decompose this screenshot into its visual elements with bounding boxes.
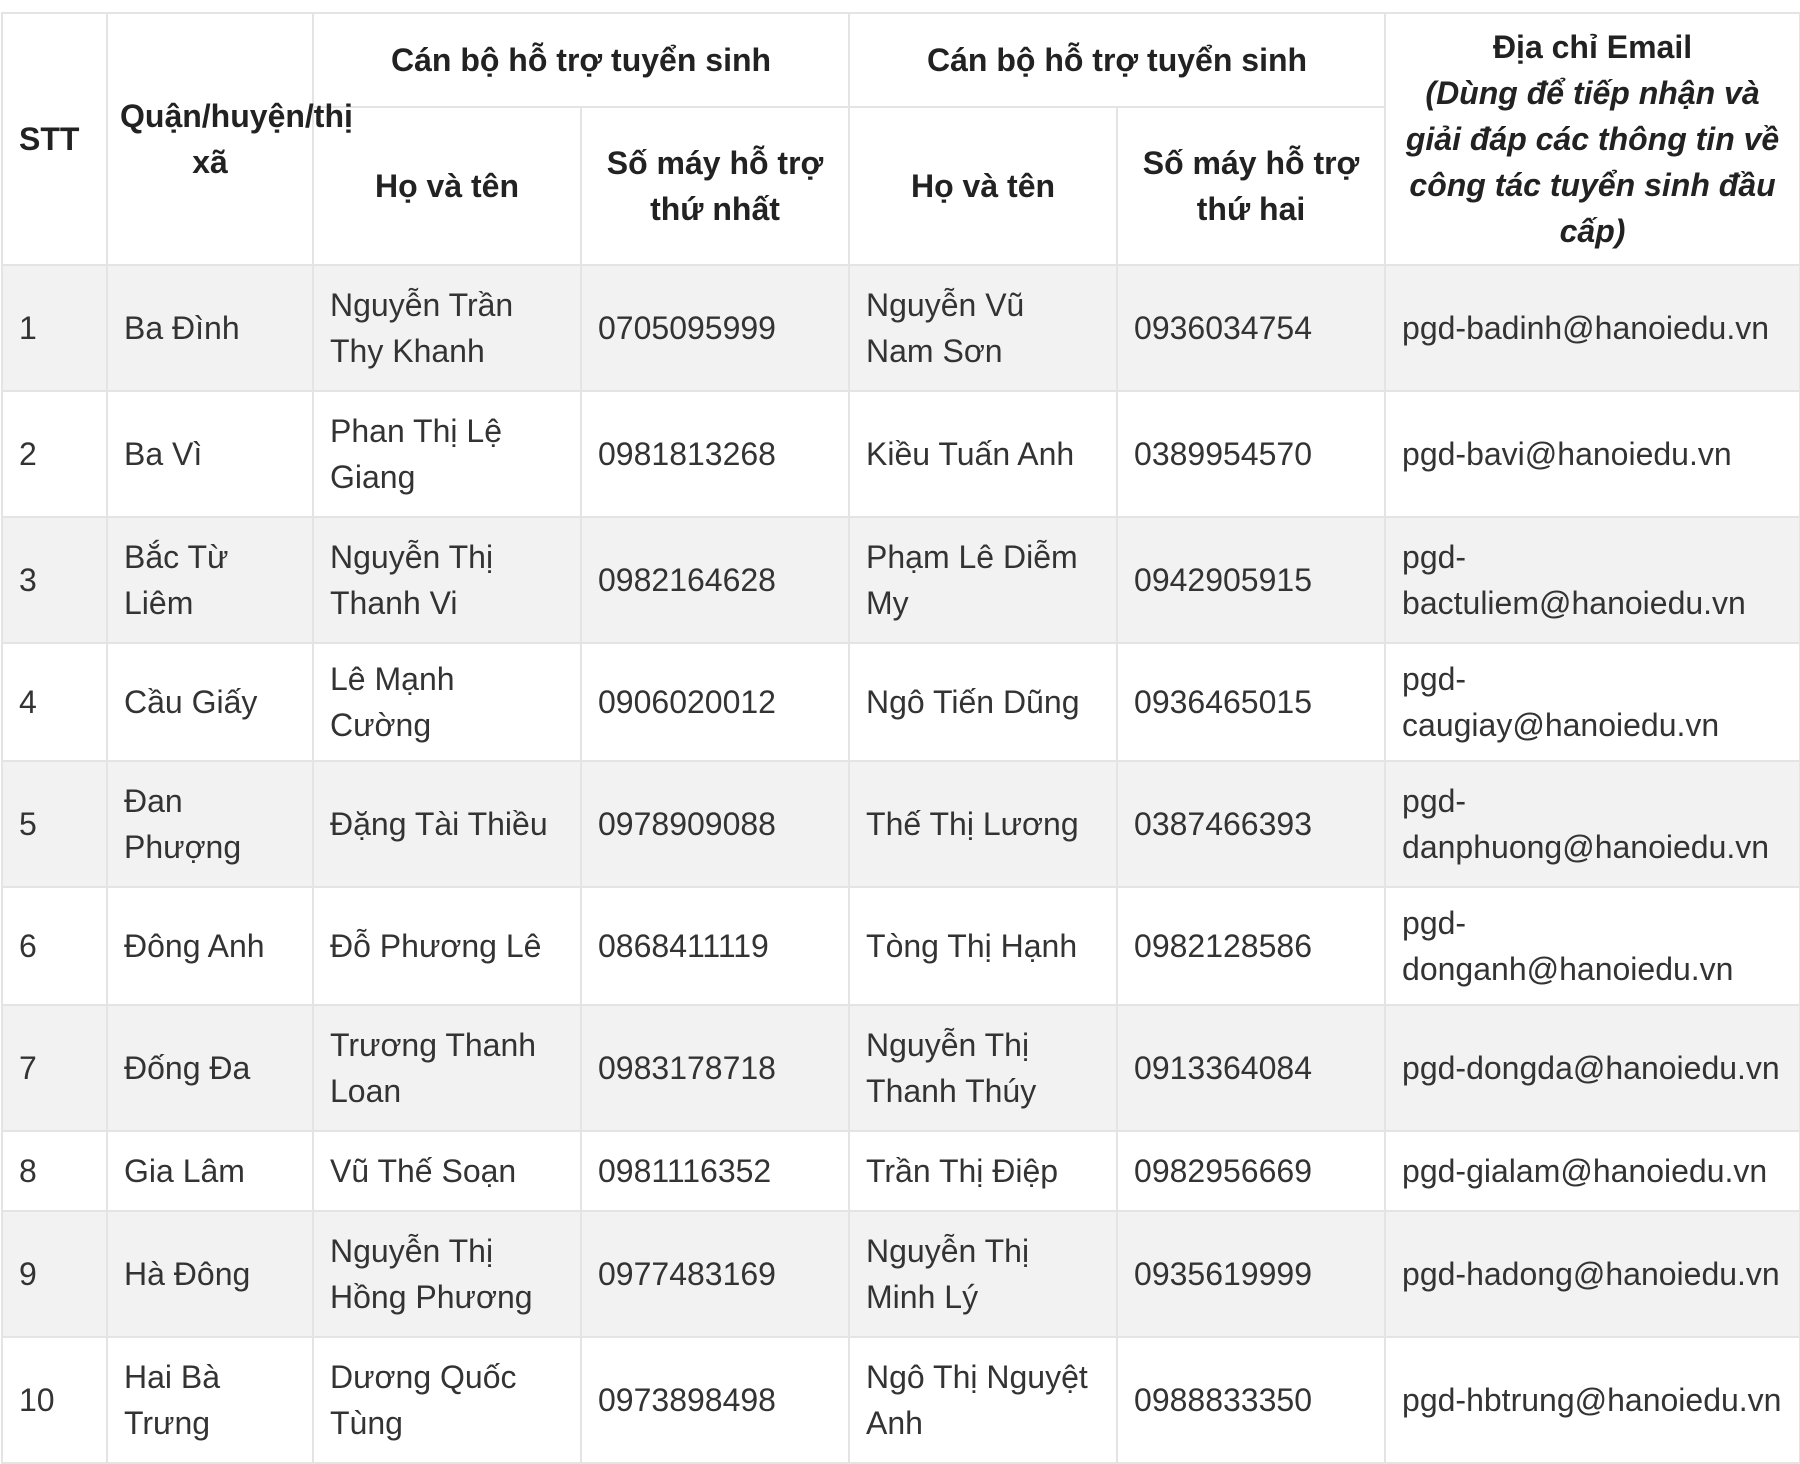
cell-district: Cầu Giấy bbox=[107, 643, 313, 761]
cell-stt: 1 bbox=[2, 265, 107, 391]
cell-phone-first: 0983178718 bbox=[581, 1005, 849, 1131]
table-row bbox=[2, 643, 1800, 761]
header-phone-second: Số máy hỗ trợ thứ hai bbox=[1117, 107, 1385, 265]
header-phone-first: Số máy hỗ trợ thứ nhất bbox=[581, 107, 849, 265]
cell-email: pgd-bactuliem@hanoiedu.vn bbox=[1385, 517, 1800, 643]
cell-email: pgd-hadong@hanoiedu.vn bbox=[1385, 1211, 1800, 1337]
cell-email: pgd-bavi@hanoiedu.vn bbox=[1385, 391, 1800, 517]
table-row bbox=[2, 1005, 1800, 1131]
cell-name-first: Nguyễn Trần Thy Khanh bbox=[313, 265, 581, 391]
cell-stt: 8 bbox=[2, 1131, 107, 1211]
cell-phone-second: 0935619999 bbox=[1117, 1211, 1385, 1337]
cell-phone-first: 0977483169 bbox=[581, 1211, 849, 1337]
cell-name-first: Đặng Tài Thiều bbox=[313, 761, 581, 887]
header-stt: STT bbox=[2, 13, 107, 265]
cell-district: Ba Vì bbox=[107, 391, 313, 517]
cell-name-first: Trương Thanh Loan bbox=[313, 1005, 581, 1131]
cell-name-first: Nguyễn Thị Hồng Phương bbox=[313, 1211, 581, 1337]
cell-stt: 4 bbox=[2, 643, 107, 761]
cell-phone-second: 0942905915 bbox=[1117, 517, 1385, 643]
cell-phone-second: 0389954570 bbox=[1117, 391, 1385, 517]
header-email bbox=[1385, 13, 1800, 265]
cell-email: pgd-hbtrung@hanoiedu.vn bbox=[1385, 1337, 1800, 1463]
cell-name-second: Tòng Thị Hạnh bbox=[849, 887, 1117, 1005]
cell-phone-first: 0906020012 bbox=[581, 643, 849, 761]
cell-phone-first: 0982164628 bbox=[581, 517, 849, 643]
table-row bbox=[2, 1211, 1800, 1337]
table-row bbox=[2, 391, 1800, 517]
table-row bbox=[2, 1131, 1800, 1211]
cell-email: pgd-caugiay@hanoiedu.vn bbox=[1385, 643, 1800, 761]
cell-phone-first: 0978909088 bbox=[581, 761, 849, 887]
cell-district: Bắc Từ Liêm bbox=[107, 517, 313, 643]
table-header bbox=[2, 13, 1800, 265]
cell-district: Đan Phượng bbox=[107, 761, 313, 887]
header-name-first: Họ và tên bbox=[313, 107, 581, 265]
cell-name-second: Trần Thị Điệp bbox=[849, 1131, 1117, 1211]
cell-name-second: Phạm Lê Diễm My bbox=[849, 517, 1117, 643]
cell-email: pgd-gialam@hanoiedu.vn bbox=[1385, 1131, 1800, 1211]
cell-phone-first: 0973898498 bbox=[581, 1337, 849, 1463]
cell-stt: 6 bbox=[2, 887, 107, 1005]
header-district: Quận/huyện/thị xã bbox=[107, 13, 313, 265]
table-container bbox=[1, 12, 1799, 1464]
table-body bbox=[2, 265, 1800, 1463]
header-group-second: Cán bộ hỗ trợ tuyển sinh bbox=[849, 13, 1385, 107]
cell-name-first: Lê Mạnh Cường bbox=[313, 643, 581, 761]
table-row bbox=[2, 887, 1800, 1005]
header-email-title: Địa chỉ Email bbox=[1492, 29, 1693, 65]
cell-email: pgd-dongda@hanoiedu.vn bbox=[1385, 1005, 1800, 1131]
cell-name-first: Nguyễn Thị Thanh Vi bbox=[313, 517, 581, 643]
cell-name-second: Nguyễn Vũ Nam Sơn bbox=[849, 265, 1117, 391]
cell-name-first: Đỗ Phương Lê bbox=[313, 887, 581, 1005]
cell-email: pgd-danphuong@hanoiedu.vn bbox=[1385, 761, 1800, 887]
cell-name-second: Nguyễn Thị Minh Lý bbox=[849, 1211, 1117, 1337]
admission-support-table bbox=[1, 12, 1800, 1464]
table-row bbox=[2, 761, 1800, 887]
cell-phone-second: 0936465015 bbox=[1117, 643, 1385, 761]
table-row bbox=[2, 1337, 1800, 1463]
cell-name-second: Ngô Tiến Dũng bbox=[849, 643, 1117, 761]
cell-name-first: Dương Quốc Tùng bbox=[313, 1337, 581, 1463]
cell-stt: 3 bbox=[2, 517, 107, 643]
cell-phone-first: 0705095999 bbox=[581, 265, 849, 391]
cell-stt: 9 bbox=[2, 1211, 107, 1337]
table-row bbox=[2, 265, 1800, 391]
cell-district: Đống Đa bbox=[107, 1005, 313, 1131]
cell-district: Hai Bà Trưng bbox=[107, 1337, 313, 1463]
cell-name-second: Nguyễn Thị Thanh Thúy bbox=[849, 1005, 1117, 1131]
cell-phone-second: 0387466393 bbox=[1117, 761, 1385, 887]
cell-stt: 10 bbox=[2, 1337, 107, 1463]
cell-name-second: Ngô Thị Nguyệt Anh bbox=[849, 1337, 1117, 1463]
header-email-note: (Dùng để tiếp nhận và giải đáp các thông tin về công tác tuyển sinh đầu cấp) bbox=[1405, 75, 1780, 249]
cell-stt: 5 bbox=[2, 761, 107, 887]
cell-district: Ba Đình bbox=[107, 265, 313, 391]
header-name-second: Họ và tên bbox=[849, 107, 1117, 265]
cell-phone-second: 0982128586 bbox=[1117, 887, 1385, 1005]
cell-name-second: Kiều Tuấn Anh bbox=[849, 391, 1117, 517]
cell-phone-second: 0913364084 bbox=[1117, 1005, 1385, 1131]
cell-phone-second: 0936034754 bbox=[1117, 265, 1385, 391]
cell-phone-second: 0982956669 bbox=[1117, 1131, 1385, 1211]
cell-email: pgd-badinh@hanoiedu.vn bbox=[1385, 265, 1800, 391]
cell-name-second: Thế Thị Lương bbox=[849, 761, 1117, 887]
cell-phone-first: 0981116352 bbox=[581, 1131, 849, 1211]
cell-district: Hà Đông bbox=[107, 1211, 313, 1337]
cell-name-first: Vũ Thế Soạn bbox=[313, 1131, 581, 1211]
header-row-1 bbox=[2, 13, 1800, 107]
cell-district: Đông Anh bbox=[107, 887, 313, 1005]
header-group-first: Cán bộ hỗ trợ tuyển sinh bbox=[313, 13, 849, 107]
cell-district: Gia Lâm bbox=[107, 1131, 313, 1211]
cell-stt: 2 bbox=[2, 391, 107, 517]
cell-stt: 7 bbox=[2, 1005, 107, 1131]
cell-name-first: Phan Thị Lệ Giang bbox=[313, 391, 581, 517]
table-row bbox=[2, 517, 1800, 643]
cell-phone-second: 0988833350 bbox=[1117, 1337, 1385, 1463]
cell-phone-first: 0981813268 bbox=[581, 391, 849, 517]
cell-email: pgd-donganh@hanoiedu.vn bbox=[1385, 887, 1800, 1005]
cell-phone-first: 0868411119 bbox=[581, 887, 849, 1005]
